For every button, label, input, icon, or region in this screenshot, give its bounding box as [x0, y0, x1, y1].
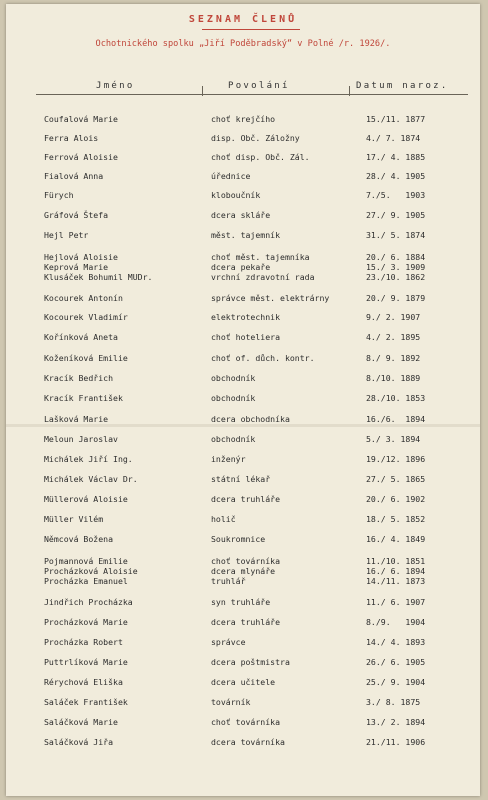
- member-name: Kracík Bedřich: [44, 373, 114, 383]
- member-birth-date: 28./ 4. 1905: [366, 171, 426, 181]
- member-birth-date: 8./9. 1904: [366, 617, 426, 627]
- member-birth-date: 20./ 6. 1884: [366, 252, 426, 262]
- member-birth-date: 16./ 4. 1849: [366, 534, 426, 544]
- member-birth-date: 18./ 5. 1852: [366, 514, 426, 524]
- member-occupation: choť továrníka: [211, 717, 281, 727]
- column-divider: [202, 86, 203, 96]
- member-birth-date: 20./ 9. 1879: [366, 293, 426, 303]
- member-occupation: dcera truhláře: [211, 494, 281, 504]
- member-name: Pojmannová Emilie: [44, 556, 128, 566]
- member-occupation: dcera továrníka: [211, 737, 285, 747]
- member-birth-date: 15./ 3. 1909: [366, 262, 426, 272]
- member-name: Meloun Jaroslav: [44, 434, 118, 444]
- member-name: Fürych: [44, 190, 74, 200]
- member-occupation: truhlář: [211, 576, 246, 586]
- member-occupation: dcera pekaře: [211, 262, 271, 272]
- member-name: Ferrová Aloisie: [44, 152, 118, 162]
- member-birth-date: 28./10. 1853: [366, 393, 426, 403]
- member-name: Coufalová Marie: [44, 114, 118, 124]
- member-occupation: dcera truhláře: [211, 617, 281, 627]
- member-occupation: obchodník: [211, 434, 256, 444]
- member-occupation: choť hoteliera: [211, 332, 281, 342]
- member-name: Michálek Václav Dr.: [44, 474, 138, 484]
- member-birth-date: 13./ 2. 1894: [366, 717, 426, 727]
- member-occupation: syn truhláře: [211, 597, 271, 607]
- column-header-occupation: Povolání: [228, 81, 290, 91]
- member-name: Ferra Alois: [44, 133, 99, 143]
- member-birth-date: 27./ 5. 1865: [366, 474, 426, 484]
- member-occupation: disp. Obč. Záložny: [211, 133, 300, 143]
- member-birth-date: 5./ 3. 1894: [366, 434, 421, 444]
- member-occupation: státní lékař: [211, 474, 271, 484]
- member-occupation: dcera skláře: [211, 210, 271, 220]
- member-occupation: dcera obchodníka: [211, 414, 290, 424]
- member-name: Procházková Marie: [44, 617, 128, 627]
- member-birth-date: 11./ 6. 1907: [366, 597, 426, 607]
- member-occupation: kloboučník: [211, 190, 261, 200]
- header-divider: [36, 94, 468, 95]
- member-name: Müller Vilém: [44, 514, 104, 524]
- member-name: Klusáček Bohumil MUDr.: [44, 272, 153, 282]
- document-subtitle: Ochotnického spolku „Jiří Poděbradský“ v Polné /r. 1926/.: [95, 39, 391, 49]
- paper-fold: [6, 424, 480, 427]
- member-birth-date: 20./ 6. 1902: [366, 494, 426, 504]
- member-birth-date: 8./ 9. 1892: [366, 353, 421, 363]
- member-occupation: obchodník: [211, 373, 256, 383]
- member-name: Němcová Božena: [44, 534, 114, 544]
- member-name: Saláčková Marie: [44, 717, 118, 727]
- member-occupation: elektrotechnik: [211, 312, 281, 322]
- member-name: Hejlová Aloisie: [44, 252, 118, 262]
- member-occupation: měst. tajemník: [211, 230, 281, 240]
- member-occupation: choť měst. tajemníka: [211, 252, 310, 262]
- member-birth-date: 16./6. 1894: [366, 414, 426, 424]
- member-birth-date: 16./ 6. 1894: [366, 566, 426, 576]
- member-occupation: Soukromnice: [211, 534, 266, 544]
- document-title: SEZNAM ČLENŮ: [188, 14, 298, 25]
- member-occupation: choť továrníka: [211, 556, 281, 566]
- title-underline: [202, 29, 300, 30]
- member-name: Kořínková Aneta: [44, 332, 118, 342]
- member-birth-date: 3./ 8. 1875: [366, 697, 421, 707]
- column-header-name: Jméno: [96, 81, 135, 91]
- column-header-birth-date: Datum naroz.: [356, 81, 449, 91]
- member-occupation: správce měst. elektrárny: [211, 293, 330, 303]
- member-birth-date: 15./11. 1877: [366, 114, 426, 124]
- member-name: Puttrlíková Marie: [44, 657, 128, 667]
- member-birth-date: 4./ 7. 1874: [366, 133, 421, 143]
- member-occupation: choť disp. Obč. Zál.: [211, 152, 310, 162]
- member-birth-date: 7./5. 1903: [366, 190, 426, 200]
- member-name: Müllerová Aloisie: [44, 494, 128, 504]
- member-name: Michálek Jiří Ing.: [44, 454, 133, 464]
- member-occupation: dcera poštmistra: [211, 657, 290, 667]
- member-birth-date: 21./11. 1906: [366, 737, 426, 747]
- member-name: Gráfová Štefa: [44, 210, 109, 220]
- member-birth-date: 9./ 2. 1907: [366, 312, 421, 322]
- member-occupation: továrník: [211, 697, 251, 707]
- member-occupation: dcera mlynáře: [211, 566, 276, 576]
- member-occupation: vrchní zdravotní rada: [211, 272, 315, 282]
- member-name: Kracík František: [44, 393, 123, 403]
- member-name: Jindřich Procházka: [44, 597, 133, 607]
- member-birth-date: 23./10. 1862: [366, 272, 426, 282]
- member-name: Rérychová Eliška: [44, 677, 123, 687]
- member-name: Saláček František: [44, 697, 128, 707]
- member-occupation: správce: [211, 637, 246, 647]
- member-name: Procházka Emanuel: [44, 576, 128, 586]
- member-name: Procházková Aloisie: [44, 566, 138, 576]
- member-name: Lašková Marie: [44, 414, 109, 424]
- member-name: Kocourek Vladimír: [44, 312, 128, 322]
- member-birth-date: 14./ 4. 1893: [366, 637, 426, 647]
- member-name: Fialová Anna: [44, 171, 104, 181]
- column-divider: [349, 86, 350, 96]
- member-occupation: choť of. důch. kontr.: [211, 353, 315, 363]
- member-birth-date: 27./ 9. 1905: [366, 210, 426, 220]
- member-birth-date: 31./ 5. 1874: [366, 230, 426, 240]
- member-birth-date: 25./ 9. 1904: [366, 677, 426, 687]
- member-birth-date: 19./12. 1896: [366, 454, 426, 464]
- member-birth-date: 4./ 2. 1895: [366, 332, 421, 342]
- member-name: Keprová Marie: [44, 262, 109, 272]
- member-occupation: dcera učitele: [211, 677, 276, 687]
- member-occupation: choť krejčího: [211, 114, 276, 124]
- member-occupation: obchodník: [211, 393, 256, 403]
- member-birth-date: 8./10. 1889: [366, 373, 421, 383]
- member-name: Koženíková Emilie: [44, 353, 128, 363]
- member-birth-date: 26./ 6. 1905: [366, 657, 426, 667]
- member-name: Procházka Robert: [44, 637, 123, 647]
- member-name: Kocourek Antonín: [44, 293, 123, 303]
- document-sheet: [6, 4, 480, 796]
- member-birth-date: 17./ 4. 1885: [366, 152, 426, 162]
- member-birth-date: 11./10. 1851: [366, 556, 426, 566]
- member-occupation: úřednice: [211, 171, 251, 181]
- member-occupation: inženýr: [211, 454, 246, 464]
- member-name: Hejl Petr: [44, 230, 89, 240]
- member-occupation: holič: [211, 514, 236, 524]
- member-birth-date: 14./11. 1873: [366, 576, 426, 586]
- member-name: Saláčková Jiřa: [44, 737, 114, 747]
